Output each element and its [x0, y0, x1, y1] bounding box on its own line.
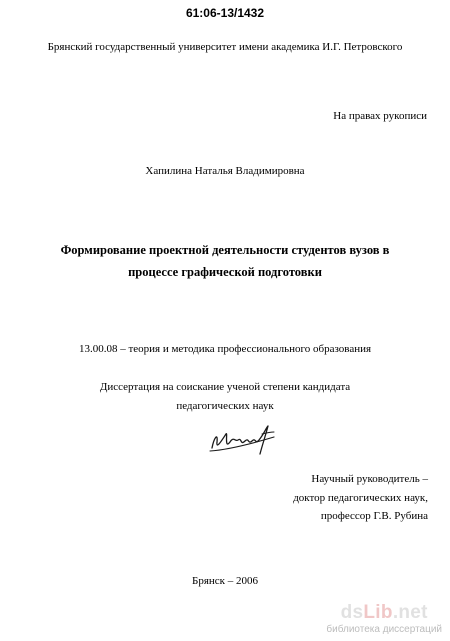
title-line-2: процессе графической подготовки — [128, 264, 322, 279]
degree-line-2: педагогических наук — [176, 399, 274, 412]
watermark-logo-net: .net — [392, 602, 428, 623]
scientific-advisor — [293, 470, 428, 526]
degree-line-1: Диссертация на соискание ученой степени кандидата — [99, 381, 351, 393]
university-name: Брянский государственный университет имени академика И.Г. Петровского — [47, 41, 403, 53]
city-and-year: Брянск – 2006 — [192, 575, 258, 587]
advisor-line-3: профессор Г.В. Рубина — [320, 510, 428, 523]
watermark-caption: библиотека диссертаций — [326, 624, 442, 635]
watermark-logo — [326, 603, 442, 622]
advisor-line-1: Научный руководитель – — [311, 473, 428, 485]
degree-statement — [0, 378, 450, 415]
dissertation-title — [20, 240, 430, 283]
specialty-code: 13.00.08 – теория и методика профессионального образования — [78, 343, 372, 355]
handwritten-signature — [204, 420, 284, 460]
watermark-logo-lib: Lib — [363, 602, 393, 623]
library-code-stamp: 61:06-13/1432 — [185, 6, 265, 20]
advisor-line-2: доктор педагогических наук, — [293, 491, 428, 504]
manuscript-rights-note: На правах рукописи — [333, 110, 427, 122]
title-line-1: Формирование проектной деятельности студентов вузов в — [60, 243, 390, 257]
watermark-logo-ds: ds — [340, 602, 364, 623]
author-name: Хапилина Наталья Владимировна — [145, 165, 305, 177]
dslib-watermark — [326, 603, 442, 635]
